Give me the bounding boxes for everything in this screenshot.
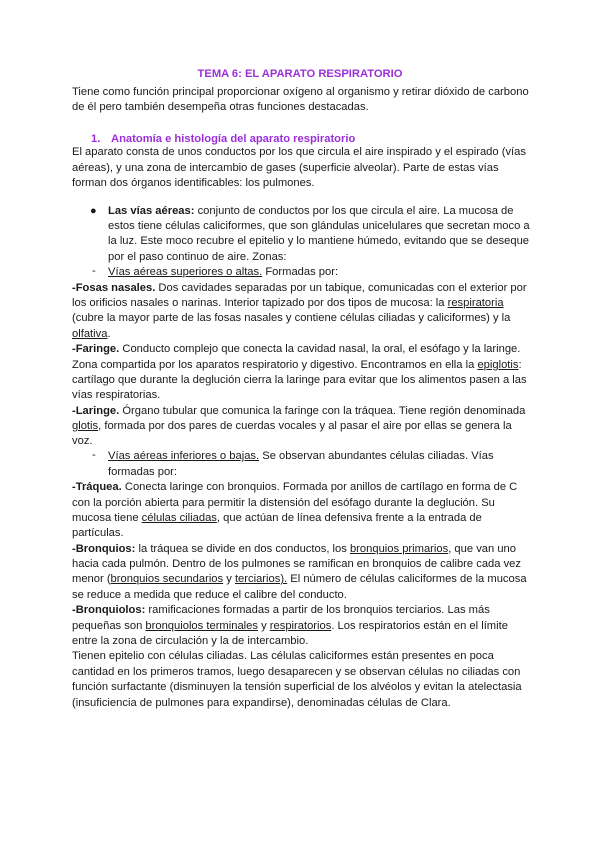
laringe-line (72, 419, 512, 435)
bullet-line (108, 204, 514, 220)
term-bronquios: -Bronquios: (72, 543, 136, 555)
fosas-line (72, 296, 504, 312)
paragraph-line: (insuficiencia de pulmones para expandirse), denominadas células de Clara. (72, 697, 451, 709)
paragraph-line: Tienen epitelio con células ciliadas. Las células caliciformes están presentes en poca (72, 650, 494, 662)
fosas-line (72, 281, 527, 297)
text: : (518, 359, 522, 371)
faringe-line: vías respiratorias. (72, 389, 161, 401)
bronquiolos-line: entre la zona de circulación y la de intercambio. (72, 635, 309, 647)
subheading-line (108, 265, 338, 281)
text: , que actúan de línea defensiva frente a la entrada de (216, 512, 482, 524)
subheading-rest: Se observan abundantes células ciliadas. Vías (259, 450, 494, 462)
paragraph-line: El aparato consta de unos conductos por los que circula el aire inspirado y el espirado (vías (72, 146, 526, 158)
bronquios-line (72, 572, 527, 588)
text: mucosa tiene (72, 512, 142, 524)
underlined-term: glotis (72, 420, 99, 432)
term-faringe: -Faringe. (72, 343, 120, 355)
dash-icon: - (92, 449, 96, 461)
section-title: Anatomía e histología del aparato respiratorio (111, 133, 356, 145)
term-traquea: -Tráquea. (72, 481, 122, 493)
text: ramificaciones formadas a partir de los bronquios terciarios. Las más (145, 604, 490, 616)
traquea-line (72, 511, 482, 527)
bullet-term: Las vías aéreas: (108, 205, 195, 217)
bullet-line: estos tiene células caliciformes, que son glándulas unicelulares que secretan moco a (108, 220, 530, 232)
bronquiolos-line (72, 603, 490, 619)
intro-line: de él pero también desempeña otras funciones destacadas. (72, 101, 369, 113)
laringe-line: voz. (72, 435, 93, 447)
text: , formada por dos pares de cuerdas vocales y al pasar el aire por ellas se genera la (98, 420, 512, 432)
subheading-lower-airways: Vías aéreas inferiores o bajas. (108, 450, 260, 462)
underlined-term: respiratoria (447, 297, 504, 309)
bronquios-line: se reduce a medida que reduce el calibre del conducto. (72, 589, 347, 601)
underlined-term: bronquiolos terminales (145, 620, 258, 632)
paragraph-line: aéreas), y una zona de intercambio de gases (superficie alveolar). Parte de estas vías (72, 162, 499, 174)
bullet-icon: ● (90, 205, 97, 217)
underlined-term: epiglotis (477, 359, 519, 371)
term-laringe: -Laringe. (72, 405, 120, 417)
laringe-line (72, 404, 525, 420)
underlined-term: bronquios secundarios (110, 573, 224, 585)
text: , que van uno (448, 543, 517, 555)
bullet-line: la luz. Este moco recubre el epitelio y lo mantiene húmedo, evitando que se deseque (108, 235, 530, 247)
text: Zona compartida por los aparatos respiratorio y digestivo. Encontramos en ella la (72, 359, 478, 371)
fosas-line: (cubre la mayor parte de las fosas nasales y contiene células ciliadas y caliciformes) y la (72, 312, 511, 324)
text: y (223, 573, 235, 585)
text: pequeñas son (72, 620, 146, 632)
fosas-line (72, 327, 111, 343)
paragraph-line: función surfactante (disminuyen la tensión superficial de los alvéolos y evitan la atelectasia (72, 681, 522, 693)
bullet-line: por el paso continuo de aire. Zonas: (108, 251, 287, 263)
underlined-term: olfativa (72, 328, 108, 340)
term-fosas: -Fosas nasales. (72, 282, 156, 294)
text: Órgano tubular que comunica la faringe con la tráquea. Tiene región denominada (119, 405, 526, 417)
faringe-line (72, 342, 520, 358)
paragraph-line: cantidad en los primeros tramos, luego desaparecen y se observan células no ciliadas con (72, 666, 521, 678)
term-bronquiolos: -Bronquiolos: (72, 604, 146, 616)
traquea-line: con la porción abierta para permitir la distensión del esófago durante la deglución. Su (72, 497, 495, 509)
text: menor ( (72, 573, 111, 585)
underlined-term: células ciliadas (141, 512, 217, 524)
underlined-term: bronquios primarios (349, 543, 449, 555)
text: la tráquea se divide en dos conductos, los (135, 543, 350, 555)
section-heading (91, 133, 355, 145)
text: . Los respiratorios están en el límite (331, 620, 508, 632)
subheading-rest: Formadas por: (262, 266, 339, 278)
bullet-text: conjunto de conductos por los que circula el aire. La mucosa de (194, 205, 514, 217)
text: y (257, 620, 270, 632)
intro-line: Tiene como función principal proporcionar oxígeno al organismo y retirar dióxido de carbono (72, 86, 529, 98)
subheading-upper-airways: Vías aéreas superiores o altas. (108, 266, 263, 278)
text: los orificios nasales o narinas. Interior tapizado por dos tipos de mucosa: la (72, 297, 448, 309)
bronquios-line (72, 542, 516, 558)
bronquiolos-line (72, 619, 508, 635)
faringe-line (72, 358, 522, 374)
text: El número de células caliciformes de la mucosa (287, 573, 527, 585)
text: Conducto complejo que conecta la cavidad nasal, la oral, el esófago y la laringe. (119, 343, 521, 355)
text: . (107, 328, 111, 340)
section-number: 1. (91, 133, 101, 145)
text: Conecta laringe con bronquios. Formada por anillos de cartílago en forma de C (121, 481, 518, 493)
faringe-line: cartílago que durante la deglución cierra la laringe para evitar que los alimentos pasen a las (72, 374, 527, 386)
subheading-line: formadas por: (108, 466, 178, 478)
dash-icon: - (92, 265, 96, 277)
traquea-line (72, 480, 517, 496)
text: Dos cavidades separadas por un tabique, comunicadas con el exterior por (155, 282, 527, 294)
paragraph-line: forman dos órganos identificables: los pulmones. (72, 177, 315, 189)
traquea-line: partículas. (72, 527, 124, 539)
subheading-line (108, 449, 494, 465)
document-title: TEMA 6: EL APARATO RESPIRATORIO (197, 68, 403, 80)
underlined-term: respiratorios (269, 620, 332, 632)
bronquios-line: hacia cada pulmón. Dentro de los pulmones se ramifican en bronquios de calibre cada vez (72, 558, 522, 570)
underlined-term: terciarios). (234, 573, 288, 585)
